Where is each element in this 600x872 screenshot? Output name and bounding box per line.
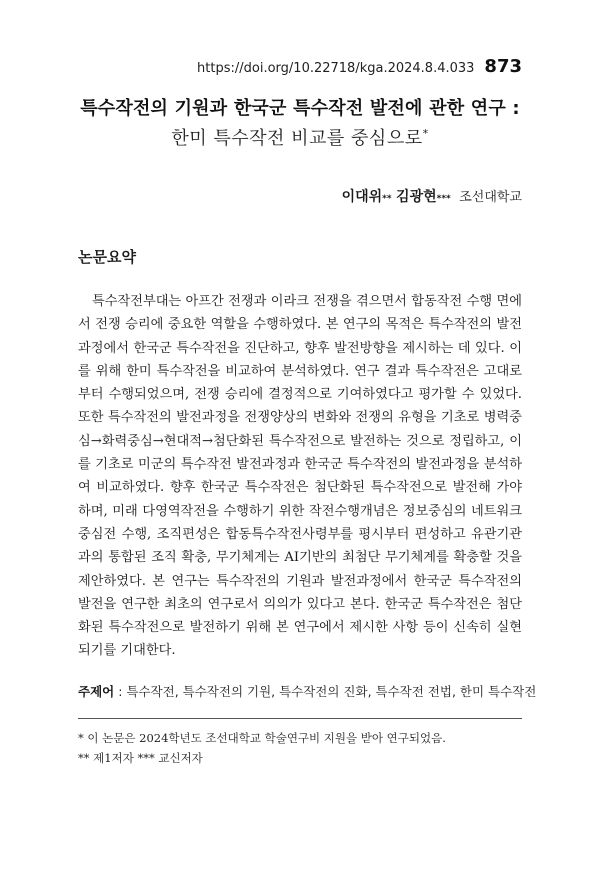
abstract-heading: 논문요약: [78, 248, 136, 266]
keywords-text: : 특수작전, 특수작전의 기원, 특수작전의 진화, 특수작전 전법, 한미 특수작전: [114, 684, 537, 699]
running-header: [197, 56, 522, 77]
page-number: 873: [484, 56, 522, 77]
abstract-body: 특수작전부대는 아프간 전쟁과 이라크 전쟁을 겪으면서 합동작전 수행 면에서 전쟁 승리에 중요한 역할을 수행하였다. 본 연구의 목적은 특수작전의 발전과정에서 한국군 특수작전을 진단하고, 향후 발전방향을 제시하는 데 있다. 이를 위해 한미 특수작전을 비교하여 분석하였다. 연구 결과 특수작전은 고대로부터 수행되었으며, 전쟁 승리에 결정적으로 기여하였다고 평가할 수 있었다. 또한 특수작전의 발전과정을 전쟁양상의 변화와 전쟁의 유형을 기초로 병력중심→화력중심→현대적→첨단화된 특수작전으로 발전하는 것으로 정립하고, 이를 기초로 미군의 특수작전 발전과정과 한국군 특수작전의 발전과정을 분석하여 비교하였다. 향후 한국군 특수작전은 첨단화된 특수작전으로 발전해 가야 하며, 미래 다영역작전을 수행하기 위한 작전수행개념은 정보중심의 네트워크중심전 수행, 조직편성은 합동특수작전사령부를 평시부터 편성하고 유관기관과의 통합된 조직 확충, 무기체계는 AI기반의 최첨단 무기체계를 확충할 것을 제안하였다. 본 연구는 특수작전의 기원과 발전과정에서 한국군 특수작전의 발전을 연구한 최초의 연구로서 의의가 있다고 본다. 한국군 특수작전은 첨단화된 특수작전으로 발전하기 위해 본 연구에서 제시한 사항 등이 신속히 실현되기를 기대한다.: [78, 294, 522, 659]
footnote-authors: ** 제1저자 *** 교신저자: [78, 751, 203, 765]
affiliation: 조선대학교: [459, 190, 522, 205]
author-2-mark: ***: [436, 194, 451, 204]
paper-title: 특수작전의 기원과 한국군 특수작전 발전에 관한 연구 :: [80, 98, 520, 119]
paper-subtitle: [0, 124, 600, 150]
author-line: [342, 186, 522, 206]
keywords-label: 주제어: [78, 684, 115, 699]
footnote-divider: [78, 718, 522, 719]
subtitle-footnote-mark: *: [422, 127, 429, 140]
doi-link[interactable]: https://doi.org/10.22718/kga.2024.8.4.033: [197, 61, 475, 76]
author-1: 이대위: [341, 189, 383, 205]
subtitle-text: 한미 특수작전 비교를 중심으로: [171, 128, 423, 149]
footnote-funding: * 이 논문은 2024학년도 조선대학교 학술연구비 지원을 받아 연구되었음.: [78, 731, 446, 745]
author-2: 김광현: [396, 189, 437, 205]
keywords-line: [78, 682, 537, 700]
author-1-mark: **: [382, 194, 392, 204]
